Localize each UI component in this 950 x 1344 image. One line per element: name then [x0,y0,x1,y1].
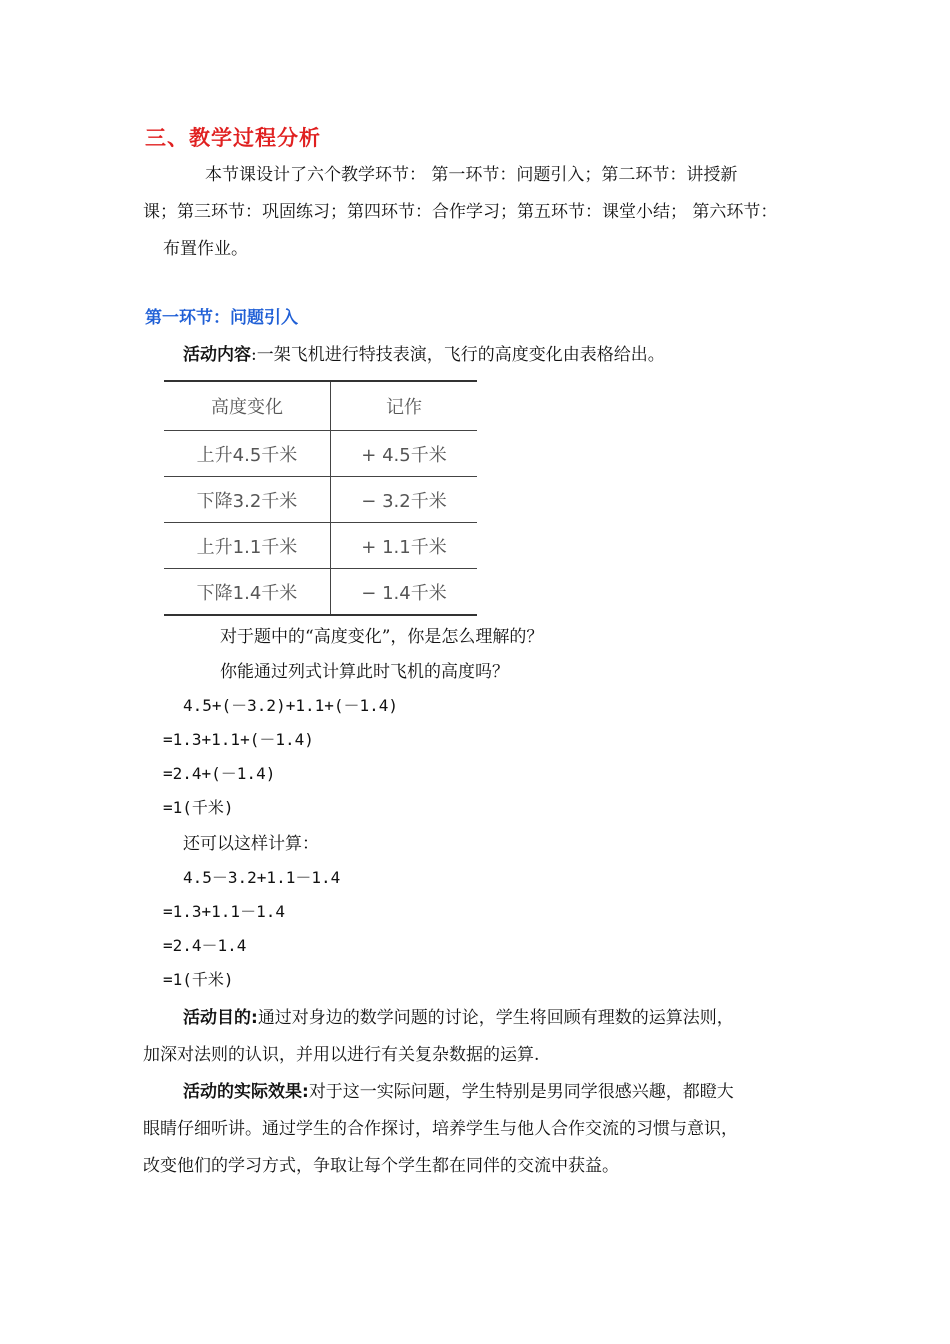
table-cell: 上升4.5千米 [164,431,331,477]
table-cell: 上升1.1千米 [164,523,331,569]
table-cell: + 1.1千米 [331,523,478,569]
activity-content [183,340,665,365]
calc2-line: 4.5－3.2+1.1－1.4 [183,868,341,887]
calc1-line: =2.4+(－1.4) [163,764,276,783]
stage1-title: 第一环节：问题引入 [145,308,298,328]
table-cell: + 4.5千米 [331,431,478,477]
question-2: 你能通过列式计算此时飞机的高度吗？ [220,662,509,682]
table-cell: 下降3.2千米 [164,477,331,523]
activity-effect [183,1077,734,1102]
calc1-line: =1.3+1.1+(－1.4) [163,730,314,749]
table-cell: 下降1.4千米 [164,569,331,616]
section-title: 三、教学过程分析 [145,126,321,150]
table-row [164,523,477,569]
calc1-line: =1(千米) [163,798,234,817]
calc2-line: =1.3+1.1－1.4 [163,902,285,921]
table-row [164,477,477,523]
calc2-line: =1(千米) [163,970,234,989]
alt-calc-intro: 还可以这样计算： [183,834,319,854]
intro-line-3: 布置作业。 [163,239,248,259]
table-header-row [164,381,477,431]
activity-effect-label: 活动的实际效果: [183,1082,309,1102]
table-cell: − 3.2千米 [331,477,478,523]
activity-goal-text: 通过对身边的数学问题的讨论，学生将回顾有理数的运算法则， [257,1008,734,1028]
activity-goal-label: 活动目的: [183,1008,258,1028]
activity-effect-line-3: 改变他们的学习方式，争取让每个学生都在同伴的交流中获益。 [143,1156,619,1176]
intro-line-2: 课；第三环节：巩固练习；第四环节：合作学习；第五环节：课堂小结； 第六环节： [143,202,778,222]
question-1: 对于题中的“高度变化”，你是怎么理解的？ [220,627,544,647]
activity-content-label: 活动内容 [183,345,251,365]
table-cell: − 1.4千米 [331,569,478,616]
activity-content-text: :一架飞机进行特技表演，飞行的高度变化由表格给出。 [251,345,665,365]
activity-goal-line-2: 加深对法则的认识，并用以进行有关复杂数据的运算. [143,1045,540,1065]
activity-effect-text: 对于这一实际问题，学生特别是男同学很感兴趣，都瞪大 [308,1082,734,1102]
activity-effect-line-2: 眼睛仔细听讲。通过学生的合作探讨，培养学生与他人合作交流的习惯与意识， [143,1119,738,1139]
table-row [164,431,477,477]
calc2-line: =2.4－1.4 [163,936,247,955]
table-header-cell: 记作 [331,381,478,431]
table-row [164,569,477,616]
activity-goal [183,1003,734,1028]
intro-line-1: 本节课设计了六个教学环节： 第一环节：问题引入；第二环节：讲授新 [205,165,738,185]
altitude-table [164,380,477,616]
calc1-line: 4.5+(－3.2)+1.1+(－1.4) [183,696,399,715]
table-header-cell: 高度变化 [164,381,331,431]
